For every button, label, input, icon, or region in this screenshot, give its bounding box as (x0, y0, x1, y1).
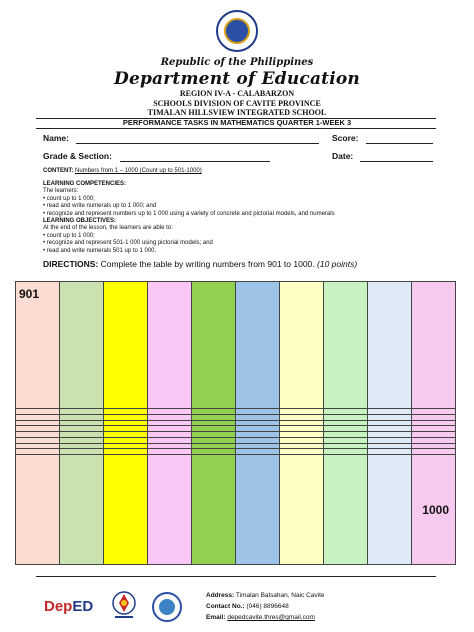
school-heading: TIMALAN HILLSVIEW INTEGRATED SCHOOL (147, 108, 327, 117)
number-cell[interactable] (16, 455, 60, 565)
deped-seal-logo (216, 10, 258, 52)
number-cell[interactable] (236, 282, 280, 409)
competency-item: • count up to 1 000; (43, 195, 95, 202)
number-cell[interactable] (280, 455, 324, 565)
directions-points: (10 points) (317, 259, 358, 269)
school-logo (152, 592, 182, 622)
competencies-heading: LEARNING COMPETENCIES: (43, 181, 127, 187)
objective-item: • count up to 1 000; (43, 232, 95, 239)
number-cell[interactable] (104, 282, 148, 409)
number-cell[interactable] (412, 282, 456, 409)
address-line (206, 592, 325, 599)
objective-item: • read and write numerals 501 up to 1 000. (43, 247, 157, 254)
number-cell[interactable] (324, 455, 368, 565)
bagong-pilipinas-logo (107, 590, 141, 620)
competency-item: • read and write numerals up to 1 000; and (43, 203, 157, 210)
objective-item: • recognize and represent 501-1 000 using pictorial models; and (43, 240, 213, 247)
content-line (43, 168, 443, 175)
contact-label: Contact No.: (206, 603, 245, 610)
number-cell[interactable] (148, 282, 192, 409)
republic-heading: Republic of the Philippines (160, 57, 314, 68)
task-title: PERFORMANCE TASKS IN MATHEMATICS QUARTER 1-WEEK 3 (122, 118, 352, 127)
name-label: Name: (43, 133, 69, 143)
number-cell[interactable] (368, 282, 412, 409)
table-row (16, 455, 456, 565)
number-table (15, 281, 456, 565)
number-cell[interactable] (280, 282, 324, 409)
objectives-heading: LEARNING OBJECTIVES: (43, 218, 117, 225)
grade-section-field[interactable] (120, 161, 270, 162)
name-field[interactable] (76, 143, 319, 144)
score-field[interactable] (366, 143, 433, 144)
competencies-intro: The learners: (43, 188, 79, 195)
table-row (16, 282, 456, 409)
number-cell[interactable] (60, 282, 104, 409)
region-heading: REGION IV-A - CALABARZON (179, 89, 295, 98)
date-label: Date: (332, 151, 354, 161)
number-cell[interactable] (60, 455, 104, 565)
competency-item: • recognize and represent numbers up to 1 000 using a variety of concrete and pictorial models, and numerals (43, 210, 335, 217)
grade-section-label: Grade & Section: (43, 151, 112, 161)
number-cell[interactable] (192, 455, 236, 565)
content-value: Numbers from 1 – 1000 (Count up to 501-1000) (75, 168, 202, 174)
footer-divider (36, 576, 436, 577)
end-number: 1000 (422, 502, 449, 517)
number-cell[interactable] (324, 282, 368, 409)
number-cell[interactable] (104, 455, 148, 565)
number-cell[interactable] (148, 455, 192, 565)
email-line (206, 614, 315, 621)
address-value: Timalan Balsahan, Naic Cavite (235, 592, 325, 599)
email-value: depedcavite.thres@gmail.com (227, 614, 315, 621)
start-number: 901 (19, 287, 40, 301)
number-cell[interactable] (16, 282, 60, 409)
deped-logo: DepED (44, 598, 94, 615)
directions-label: DIRECTIONS: (43, 259, 99, 269)
contact-line (206, 603, 289, 610)
content-label: CONTENT: (43, 168, 74, 174)
directions-line (43, 259, 463, 269)
number-cell[interactable] (368, 455, 412, 565)
address-label: Address: (206, 592, 235, 599)
contact-value: (046) 8896648 (246, 603, 289, 610)
directions-text: Complete the table by writing numbers from 901 to 1000. (98, 259, 315, 269)
score-label: Score: (332, 133, 359, 143)
objectives-intro: At the end of the lesson, the learners are able to: (43, 225, 173, 232)
title-divider (36, 128, 436, 129)
competencies-block (43, 181, 443, 255)
division-heading: SCHOOLS DIVISION OF CAVITE PROVINCE (153, 99, 321, 108)
email-label: Email: (206, 614, 226, 621)
number-cell[interactable] (412, 455, 456, 565)
number-cell[interactable] (236, 455, 280, 565)
number-cell[interactable] (192, 282, 236, 409)
department-heading: Department of Education (114, 69, 360, 89)
date-field[interactable] (360, 161, 433, 162)
